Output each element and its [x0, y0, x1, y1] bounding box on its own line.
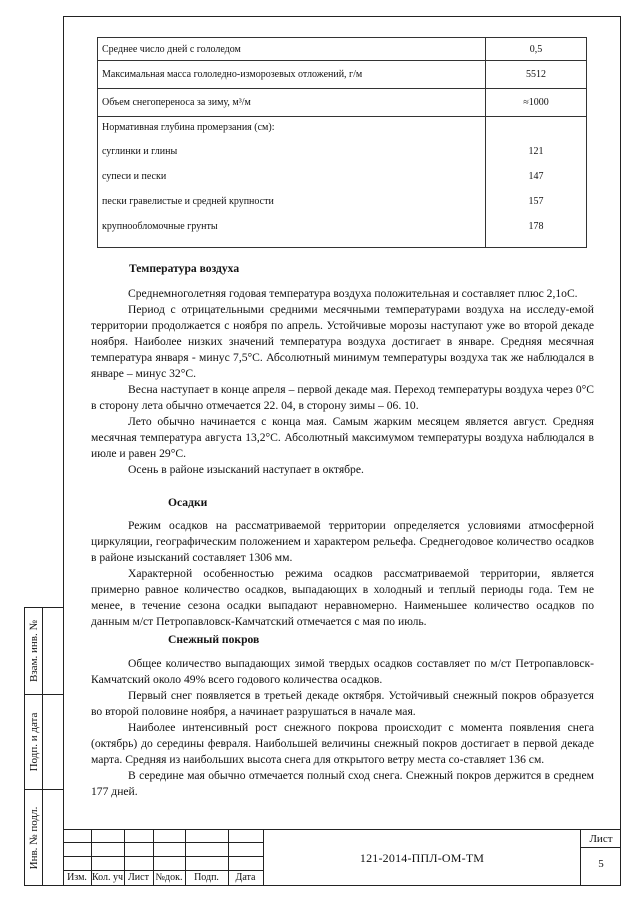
grid-line: [63, 856, 263, 857]
paragraph: Период с отрицательными средними месячными температурами воздуха на исследу-емой территории продолжается с ноября по апрель. Устойчивые морозы наступают уже во второй декаде ноября. Наиболее низких значений температура воздуха достигает в январе. Средняя месячная температура января - минус 7,5°С. Абсолютный минимум температуры воздуха так же наблюдался в январе – минус 32°С.: [91, 303, 594, 380]
section-precipitation: [91, 518, 594, 630]
sheet-box: [581, 830, 621, 886]
table-cell-label: Объем снегопереноса за зиму, м³/м: [98, 89, 486, 117]
table-cell-value: 5512: [486, 61, 587, 89]
title-block: [63, 829, 621, 886]
side-label-sign-date: Подп. и дата: [27, 712, 40, 772]
heading-temperature: Температура воздуха: [129, 262, 240, 275]
document-code: 121-2014-ППЛ-ОМ-ТМ: [359, 851, 485, 865]
side-divider-2: [43, 789, 64, 790]
section-snow: [91, 656, 594, 800]
table-cell-value: ≈1000: [486, 89, 587, 117]
title-block-main: [263, 830, 581, 886]
paragraph: Осень в районе изысканий наступает в октябре.: [128, 463, 364, 476]
side-divider-1: [43, 694, 64, 695]
frost-soil-value: 121: [528, 146, 544, 157]
paragraph: Весна наступает в конце апреля – первой декаде мая. Переход температуры воздуха через 0°С в сторону лета обычно отмечается 22. 04, в сторону зимы – 06. 10.: [91, 383, 594, 412]
side-stamp-labels: [25, 608, 43, 885]
side-stamp: [24, 607, 63, 886]
table-cell-value: 0,5: [486, 38, 587, 61]
sheet-label: Лист: [581, 832, 621, 848]
frost-soil-label: супеси и пески: [102, 171, 167, 182]
paragraph: Общее количество выпадающих зимой твердых осадков составляет по м/ст Петропавловск-Камчатский около 49% всего годового количества осадков.: [91, 657, 594, 686]
table-cell-label: Максимальная масса гололедно-изморозевых отложений, г/м: [98, 61, 486, 89]
table-cell-label: Среднее число дней с гололедом: [98, 38, 486, 61]
table-row: [98, 38, 587, 61]
tb-label-podp: Подп.: [194, 872, 219, 883]
paragraph: Первый снег появляется в третьей декаде октября. Устойчивый снежный покров образуется во второй половине ноября, а начинает разрушаться в начале мая.: [91, 689, 594, 718]
side-label-inv-replace: Взам. инв. №: [27, 620, 40, 682]
sheet-number: 5: [598, 858, 604, 870]
heading-snow: Снежный покров: [168, 633, 260, 646]
tb-label-izm: Изм.: [67, 872, 87, 883]
tb-label-kol: Кол. уч: [91, 872, 124, 883]
table-row: [98, 61, 587, 89]
climate-parameters-table: [97, 37, 587, 248]
paragraph: Среднемноголетняя годовая температура воздуха положительная и составляет плюс 2,1оС.: [128, 287, 578, 300]
paragraph: Наиболее интенсивный рост снежного покрова происходит с момента появления снега (октябрь) до середины февраля. Наибольшей величины снежный покров достигает в первой декаде марта. Средняя из наибольших высота снега для открытого ветру места со-ставляет 136 см.: [91, 721, 594, 766]
heading-precipitation: Осадки: [168, 496, 208, 509]
frost-soil-label: пески гравелистые и средней крупности: [102, 196, 274, 207]
frost-soil-value: 178: [528, 221, 544, 232]
frost-depth-header: Нормативная глубина промерзания (см):: [102, 122, 275, 133]
tb-label-data: Дата: [235, 872, 256, 883]
frost-depth-values: [486, 117, 587, 248]
paragraph: Режим осадков на рассматриваемой территории определяется условиями атмосферной циркуляции, географическим положением и характером рельефа. Среднегодовое количество осадков в районе изысканий составляет 1306 мм.: [91, 519, 594, 564]
tb-label-ndok: №док.: [155, 872, 183, 883]
side-stamp-fields: [43, 608, 64, 885]
frost-soil-value: 157: [528, 196, 544, 207]
tb-label-list: Лист: [128, 872, 149, 883]
paragraph: Характерной особенностью режима осадков рассматриваемой территории, является примерно равное количество осадков, выпадающих в холодный и теплый периоды года. Тем не менее, в течение сезона осадки выпадают неравномерно. Наименьшее количество осадков по данным м/ст Петропавловск-Камчатский отмечается с мая по июль.: [91, 567, 594, 628]
frost-soil-label: крупнообломочные грунты: [102, 221, 218, 232]
frost-soil-value: 147: [528, 171, 544, 182]
table-row: [98, 89, 587, 117]
side-cell-sign-date: [25, 694, 42, 789]
side-cell-inv-orig: [25, 789, 42, 885]
grid-line: [63, 842, 263, 843]
revision-grid: [63, 830, 263, 886]
paragraph: Лето обычно начинается с конца мая. Самым жарким месяцем является август. Средняя месячная температура августа 13,2°С. Абсолютный максимумом температуры воздуха наблюдался в июле и равен 29°С.: [91, 415, 594, 460]
side-label-inv-orig: Инв. № подл.: [27, 806, 40, 869]
frost-depth-header-value: [490, 117, 582, 139]
side-cell-inv-replace: [25, 608, 42, 694]
frost-depth-labels: [98, 117, 486, 248]
paragraph: В середине мая обычно отмечается полный сход снега. Снежный покров держится в среднем 177 дней.: [91, 769, 594, 798]
grid-line: [63, 870, 263, 871]
table-row-frost-depth: [98, 117, 587, 248]
frost-soil-label: суглинки и глины: [102, 146, 178, 157]
section-temperature: [91, 286, 594, 478]
